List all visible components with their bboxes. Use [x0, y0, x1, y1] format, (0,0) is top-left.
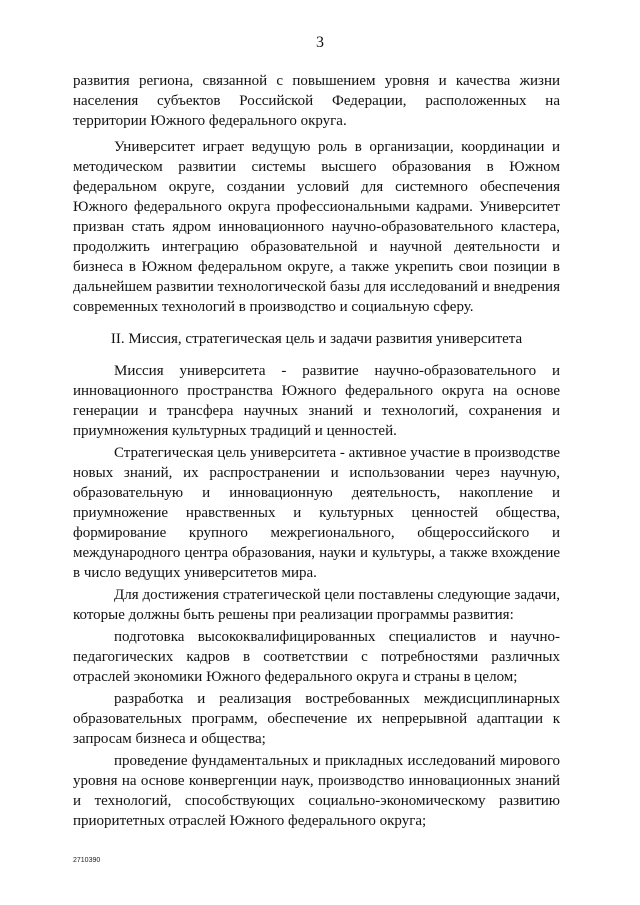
paragraph-university-role: Университет играет ведущую роль в организации, координации и методическом развитии системы высшего образования в Южном федеральном округе, создании условий для системного обеспечения Южного федерального округа профессиональными кадрами. Университет призван стать ядром инновационного научно-образовательного кластера, продолжить интеграцию образовательной и научной деятельности и бизнеса в Южном федеральном округе, а также укрепить свои позиции в дальнейшем развитии технологической базы для исследований и внедрения современных технологий в производство и социальную сферу.: [73, 139, 560, 315]
document-body: [73, 71, 560, 833]
paragraph-strategic-goal: Стратегическая цель университета - активное участие в производстве новых знаний, их распространении и использовании через научную, образовательную и инновационную деятельность, накопление и приумножение нравственных и культурных ценностей общества, формирование крупного межрегионального, общероссийского и международного центра образования, науки и культуры, а также вхождение в число ведущих университетов мира.: [73, 445, 560, 581]
task-item-training: подготовка высококвалифицированных специалистов и научно-педагогических кадров в соответствии с потребностями различных отраслей экономики Южного федерального округа и страны в целом;: [73, 629, 560, 685]
footer-document-code: 2710390: [73, 857, 101, 864]
paragraph-region-development: развития региона, связанной с повышением уровня и качества жизни населения субъектов Российской Федерации, расположенных на территории Южного федерального округа.: [73, 73, 560, 129]
section-heading: II. Миссия, стратегическая цель и задачи развития университета: [110, 331, 523, 347]
task-item-research: проведение фундаментальных и прикладных исследований мирового уровня на основе конвергенции наук, производство инновационных знаний и технологий, способствующих социально-экономическому развитию приоритетных отраслей Южного федерального округа;: [73, 753, 560, 829]
task-item-programs: разработка и реализация востребованных междисциплинарных образовательных программ, обеспечение их непрерывной адаптации к запросам бизнеса и общества;: [73, 691, 560, 747]
paragraph-mission: Миссия университета - развитие научно-образовательного и инновационного пространства Южного федерального округа на основе генерации и трансфера научных знаний и технологий, сохранения и приумножения культурных традиций и ценностей.: [73, 363, 560, 439]
page-number: 3: [316, 34, 324, 51]
paragraph-tasks-intro: Для достижения стратегической цели поставлены следующие задачи, которые должны быть решены при реализации программы развития:: [73, 587, 560, 623]
